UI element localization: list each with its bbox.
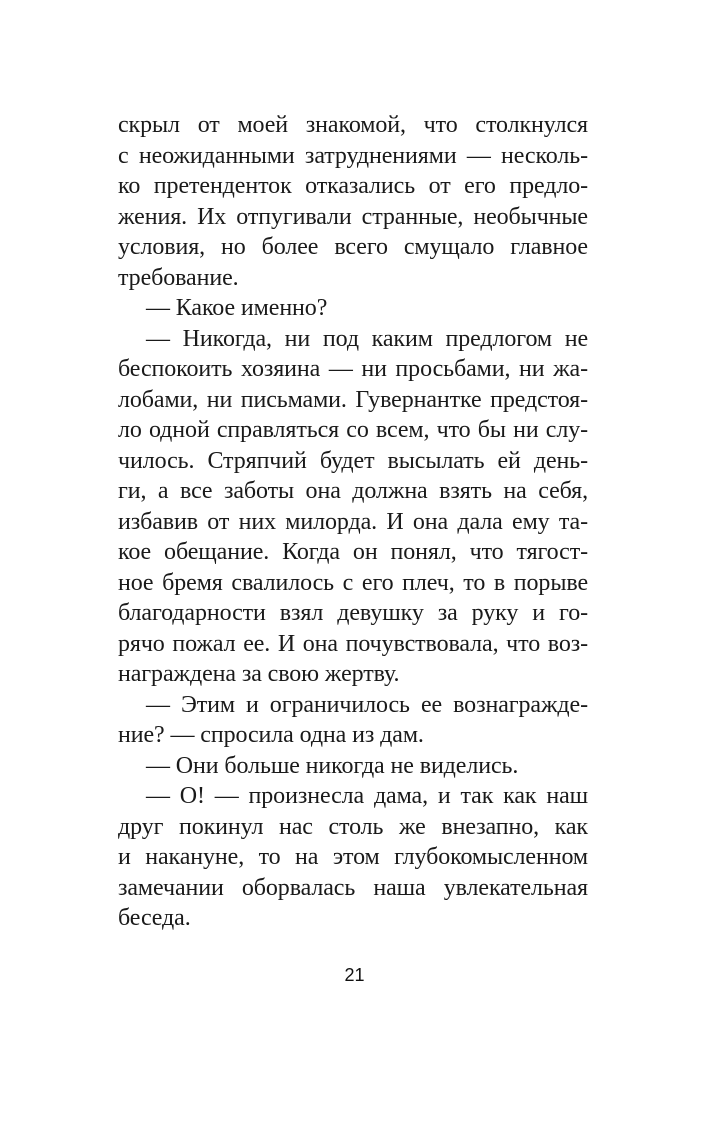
text-line: жения. Их отпугивали странные, необычные [118,203,588,230]
text-line: замечании оборвалась наша увлекательная [118,874,588,901]
text-line: условия, но более всего смущало главное [118,234,588,260]
text-line: с неожиданными затруднениями — несколь- [118,142,588,169]
text-line: чилось. Стряпчий будет высылать ей день- [118,447,588,474]
body-text [118,110,588,934]
text-line: беседа. [118,905,191,931]
text-line: награждена за свою жертву. [118,661,400,687]
text-line: кое обещание. Когда он понял, что тягост- [118,539,588,565]
text-line: друг покинул нас столь же внезапно, как [118,813,588,840]
text-line: ние? — спросила одна из дам. [118,722,424,748]
text-line: лобами, ни письмами. Гувернантке предстоя- [118,386,588,413]
text-line: — Они больше никогда не виделись. [146,752,519,779]
text-line: избавив от них милорда. И она дала ему та- [118,508,588,535]
text-line: ги, а все заботы она должна взять на себя, [118,478,588,504]
text-line: — О! — произнесла дама, и так как наш [146,783,588,809]
text-line: беспокоить хозяина — ни просьбами, ни жа- [118,356,588,382]
text-line: — Какое именно? [146,295,328,321]
text-line: требование. [118,264,239,291]
text-line: — Никогда, ни под каким предлогом не [146,325,588,352]
text-line: благодарности взял девушку за руку и го- [118,600,588,626]
text-line: ко претенденток отказались от его предло- [118,173,588,199]
page-number: 21 [344,965,365,985]
text-line: — Этим и ограничилось ее вознагражде- [146,691,588,718]
text-line: ное бремя свалилось с его плеч, то в порыве [118,569,588,596]
text-line: скрыл от моей знакомой, что столкнулся [118,112,588,138]
text-line: ло одной справляться со всем, что бы ни слу- [118,417,588,443]
text-line: и накануне, то на этом глубокомысленном [118,844,588,870]
text-line: рячо пожал ее. И она почувствовала, что воз- [118,630,588,657]
